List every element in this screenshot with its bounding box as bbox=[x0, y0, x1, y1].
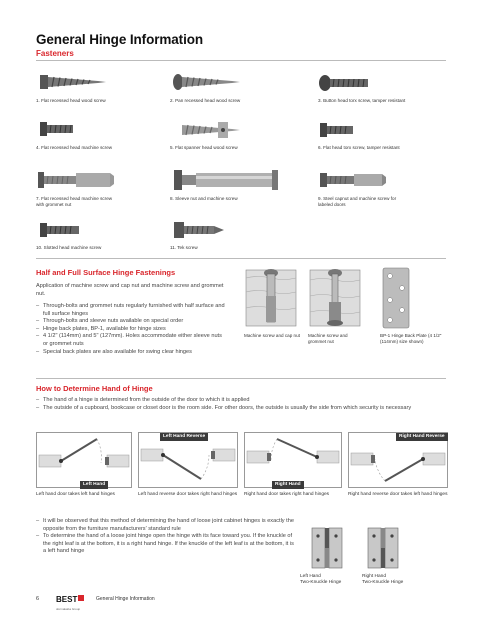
back-plate-image bbox=[380, 266, 412, 330]
list-item: – Special back plates are also available for swing clear hinges bbox=[36, 349, 226, 357]
half-full-bullets bbox=[36, 303, 226, 356]
screw-4-image bbox=[38, 120, 78, 138]
hand-bullets bbox=[36, 397, 436, 412]
fastener-caption: 1. Flat recessed head wood screw bbox=[36, 98, 106, 103]
footer-label: General Hinge Information bbox=[96, 596, 155, 602]
screw-10-image bbox=[38, 222, 84, 238]
right-hand-diagram bbox=[244, 432, 342, 488]
page-title: General Hinge Information bbox=[36, 32, 204, 47]
screw-6-image bbox=[318, 122, 358, 138]
divider bbox=[36, 378, 446, 379]
fastener-caption: 3. Button head torx screw, tamper resistant bbox=[318, 98, 406, 103]
screw-1-image bbox=[38, 72, 108, 92]
figure-caption: Machine screw and cap nut bbox=[244, 333, 300, 338]
best-logo bbox=[56, 589, 84, 611]
hand-tag: Left Hand Reverse bbox=[160, 433, 208, 441]
fastener-caption: 10. Slotted head machine screw bbox=[36, 245, 102, 250]
fastener-caption: 11. Tek screw bbox=[170, 245, 198, 250]
logo-subtext: dormakaba Group bbox=[56, 607, 81, 611]
grommet-nut-diagram bbox=[308, 268, 362, 328]
figure-caption: BP-1 Hinge Back Plate (4 1/2" (114mm) size shown) bbox=[380, 333, 442, 344]
list-item: – The hand of a hinge is determined from the outside of the door to which it is applied bbox=[36, 397, 436, 405]
screw-7-image bbox=[36, 170, 116, 190]
figure-caption: Machine screw and grommet nut bbox=[308, 333, 348, 344]
screw-9-image bbox=[318, 170, 388, 190]
section-heading-half-full: Half and Full Surface Hinge Fastenings bbox=[36, 268, 176, 277]
list-item: – Through-bolts and grommet nuts regularly furnished with half surface and full surface hinges bbox=[36, 303, 226, 318]
hand-caption: Right hand door takes right hand hinges bbox=[244, 492, 330, 497]
fastener-caption: 4. Flat recessed head machine screw bbox=[36, 145, 113, 150]
hinge-caption: Left Hand Two-Knuckle Hinge bbox=[300, 574, 342, 585]
fastener-caption: 8. Sleeve nut and machine screw bbox=[170, 196, 238, 201]
capnut-diagram bbox=[244, 268, 298, 328]
section-subtitle-fasteners: Fasteners bbox=[36, 49, 74, 58]
divider bbox=[36, 60, 446, 61]
list-item: – 4 1/2" (114mm) and 5" (127mm). Holes accommodate either sleeve nuts or grommet nuts bbox=[36, 333, 226, 348]
right-hand-two-knuckle-hinge-image bbox=[366, 524, 402, 572]
screw-11-image bbox=[172, 220, 228, 240]
fastener-caption: 7. Flat recessed head machine screw with grommet nut bbox=[36, 196, 113, 207]
fastener-caption: 5. Flat spanner head wood screw bbox=[170, 145, 238, 150]
logo-mark-icon bbox=[78, 595, 84, 601]
hand-tag: Right Hand bbox=[272, 481, 304, 489]
screw-5-image bbox=[172, 120, 242, 140]
fastener-caption: 2. Pan recessed head wood screw bbox=[170, 98, 241, 103]
hand-tag: Right Hand Reverse bbox=[396, 433, 448, 441]
divider bbox=[36, 258, 446, 259]
hand-caption: Right hand reverse door takes left hand hinges bbox=[348, 492, 448, 497]
fastener-caption: 9. Steel capnut and machine screw for labeled doors bbox=[318, 196, 397, 207]
half-full-intro: Application of machine screw and cap nut and machine screw and grommet nut. bbox=[36, 283, 224, 297]
section-heading-hand: How to Determine Hand of Hinge bbox=[36, 384, 153, 393]
list-item: – It will be observed that this method of determining the hand of loose joint cabinet hinges is exactly the opposite from the furniture manufacturers' standard rule bbox=[36, 518, 298, 533]
hand-notes bbox=[36, 518, 298, 556]
list-item: – Through-bolts and sleeve nuts available on special order bbox=[36, 318, 226, 326]
logo-text: BEST bbox=[56, 595, 78, 604]
hand-caption: Left hand reverse door takes right hand hinges bbox=[138, 492, 238, 497]
left-hand-two-knuckle-hinge-image bbox=[310, 524, 346, 572]
list-item: – Hinge back plates, BP-1, available for hinge sizes bbox=[36, 326, 226, 334]
left-hand-diagram bbox=[36, 432, 132, 488]
screw-8-image bbox=[172, 168, 282, 192]
fastener-caption: 6. Flat head torx screw, tamper resistant bbox=[318, 145, 400, 150]
screw-3-image bbox=[318, 74, 378, 92]
page-number: 6 bbox=[36, 596, 40, 602]
list-item: – The outside of a cupboard, bookcase or closet door is the room side. For other doors, the outside is usually the side from which security is necessary bbox=[36, 405, 436, 413]
hinge-caption: Right Hand Two-Knuckle Hinge bbox=[362, 574, 404, 585]
list-item: – To determine the hand of a loose joint hinge open the hinge with its face toward you. If the knuckle of the right leaf is at the bottom, it is a right hand hinge. If the knuckle of the left leaf is at the bottom, it is a left hand hinge bbox=[36, 533, 298, 556]
hand-tag: Left Hand bbox=[80, 481, 108, 489]
screw-2-image bbox=[172, 72, 242, 92]
hand-caption: Left hand door takes left hand hinges bbox=[36, 492, 115, 497]
